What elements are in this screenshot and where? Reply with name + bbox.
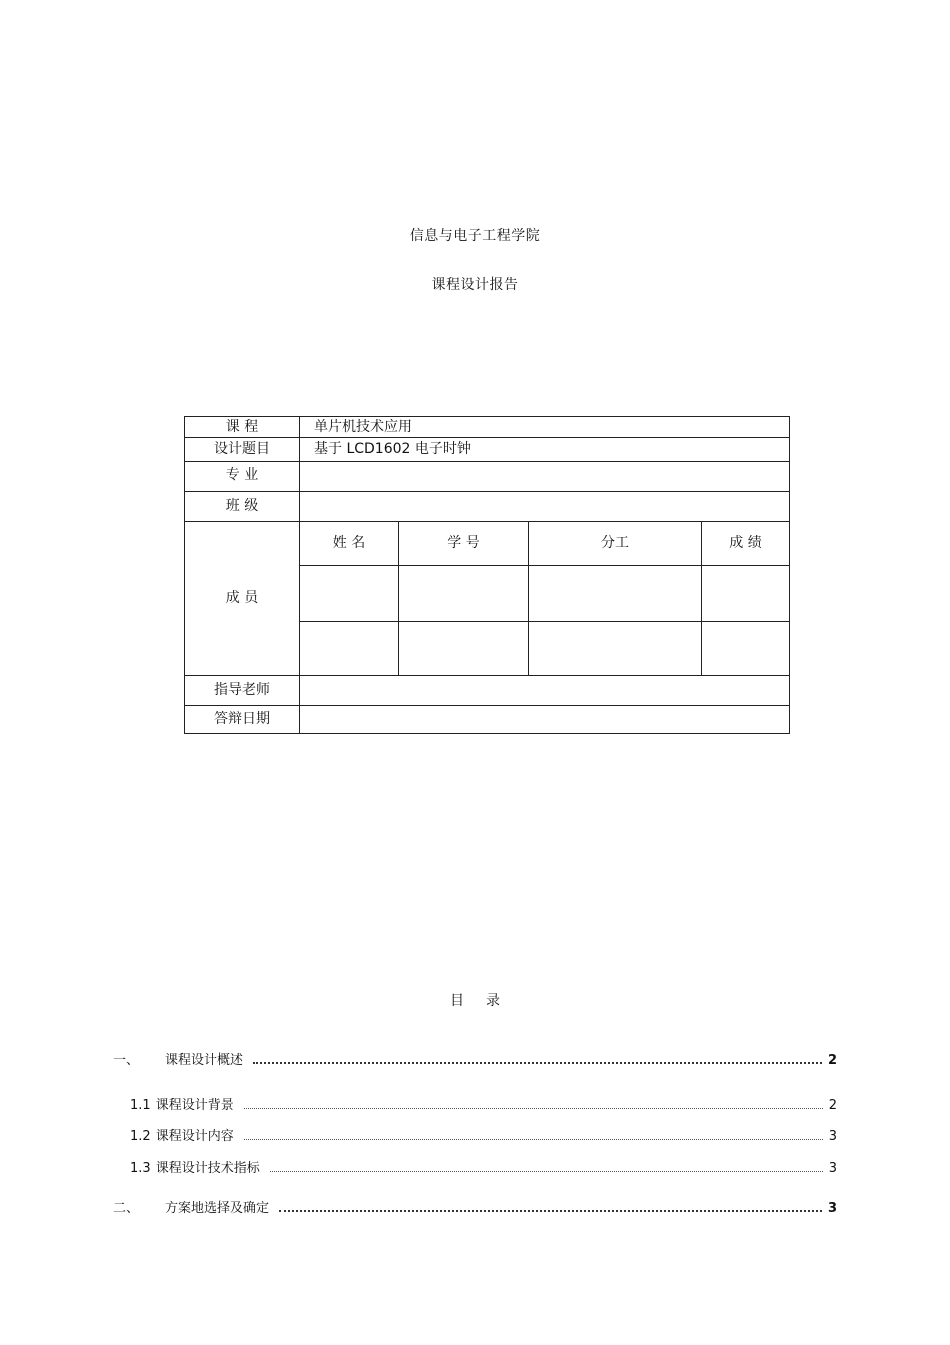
members-label: 成 员 bbox=[225, 590, 259, 606]
toc-entry[interactable] bbox=[130, 1097, 837, 1113]
member-1-name bbox=[300, 566, 398, 621]
toc-entry-number: 二、 bbox=[113, 1201, 140, 1216]
class-label: 班 级 bbox=[225, 498, 259, 514]
toc-entry-page: 3 bbox=[828, 1129, 837, 1144]
school-title: 信息与电子工程学院 bbox=[409, 228, 541, 244]
member-2-id bbox=[399, 622, 528, 675]
course-value: 单片机技术应用 bbox=[314, 419, 412, 435]
members-header-name: 姓 名 bbox=[332, 535, 366, 551]
toc-entry-text: 课程设计内容 bbox=[155, 1129, 234, 1144]
topic-value: 基于 LCD1602 电子时钟 bbox=[314, 441, 471, 457]
toc-entry[interactable] bbox=[113, 1052, 837, 1068]
toc-entry-text: 课程设计技术指标 bbox=[155, 1161, 260, 1176]
toc-entry-page: 3 bbox=[828, 1161, 837, 1176]
toc-entry-page: 2 bbox=[828, 1098, 837, 1113]
teacher-value bbox=[300, 676, 789, 705]
toc-leader-dots bbox=[244, 1107, 823, 1109]
class-value bbox=[300, 492, 789, 521]
toc-leader-dots bbox=[244, 1138, 823, 1140]
members-header-role: 分工 bbox=[601, 535, 629, 551]
major-label: 专 业 bbox=[225, 467, 259, 483]
defense-date-value bbox=[300, 706, 789, 733]
toc-leader-dots bbox=[253, 1061, 822, 1064]
toc-entry-text: 课程设计概述 bbox=[165, 1053, 244, 1068]
members-header-id: 学 号 bbox=[447, 535, 480, 551]
toc-entry-text: 课程设计背景 bbox=[155, 1098, 234, 1113]
member-1-role bbox=[529, 566, 701, 621]
defense-date-label: 答辩日期 bbox=[214, 711, 270, 727]
members-header-grade: 成 绩 bbox=[729, 535, 762, 551]
major-value bbox=[300, 462, 789, 491]
toc-leader-dots bbox=[270, 1170, 823, 1172]
toc-entry-number: 一、 bbox=[113, 1053, 140, 1068]
topic-label: 设计题目 bbox=[214, 441, 270, 457]
member-2-name bbox=[300, 622, 398, 675]
toc-entry-number: 1.2 bbox=[130, 1129, 151, 1144]
course-label: 课 程 bbox=[225, 419, 259, 435]
toc-entry-number: 1.3 bbox=[130, 1161, 151, 1176]
member-2-role bbox=[529, 622, 701, 675]
toc-entry-number: 1.1 bbox=[130, 1098, 151, 1113]
member-1-grade bbox=[702, 566, 789, 621]
report-title: 课程设计报告 bbox=[431, 277, 519, 293]
toc-entry[interactable] bbox=[130, 1160, 837, 1176]
toc-leader-dots bbox=[279, 1209, 822, 1212]
toc-entry-page: 2 bbox=[827, 1053, 837, 1068]
toc-title: 目录 bbox=[450, 993, 522, 1009]
teacher-label: 指导老师 bbox=[214, 682, 270, 698]
toc-entry[interactable] bbox=[113, 1200, 837, 1216]
member-2-grade bbox=[702, 622, 789, 675]
toc-entry-page: 3 bbox=[827, 1201, 837, 1216]
cover-info-table bbox=[184, 416, 790, 734]
toc-entry[interactable] bbox=[130, 1128, 837, 1144]
toc-entry-text: 方案地选择及确定 bbox=[165, 1201, 270, 1216]
member-1-id bbox=[399, 566, 528, 621]
